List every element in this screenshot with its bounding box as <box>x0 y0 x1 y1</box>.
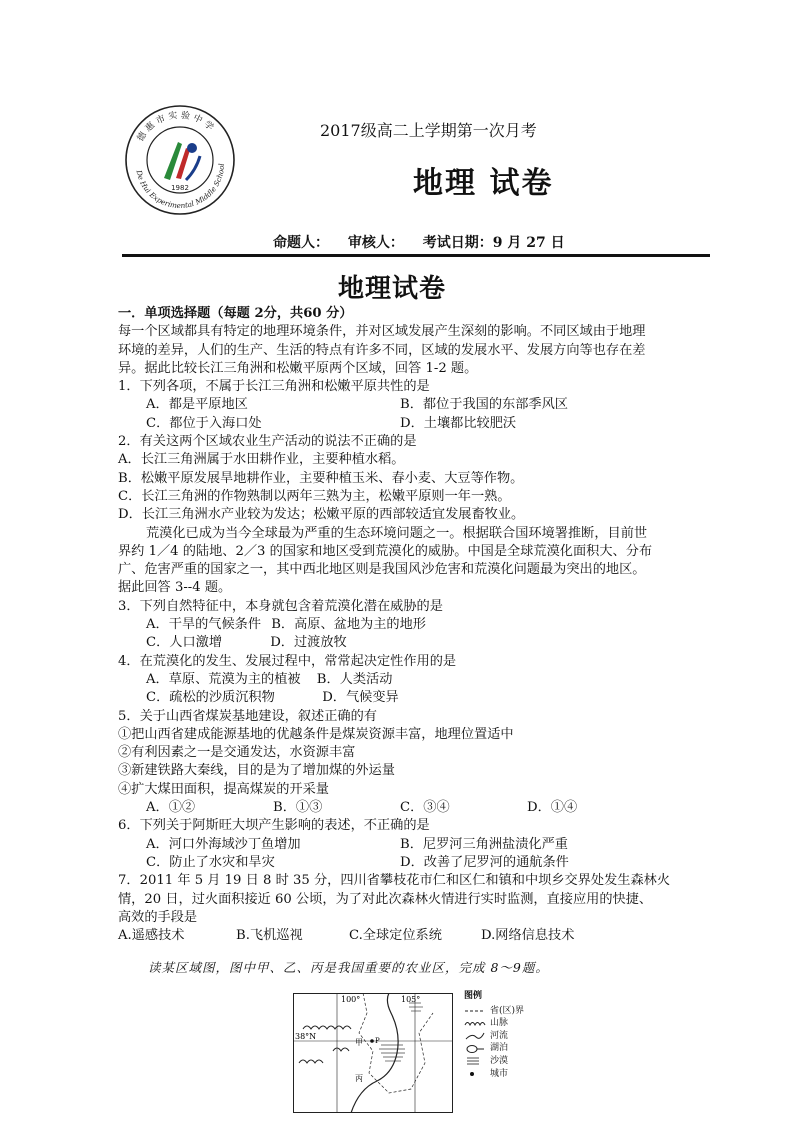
q7-option-b: B.飞机巡视 <box>236 928 303 944</box>
passage2-line: 广、危害严重的国家之一，其中西北地区则是我国风沙危害和荒漠化问题最为突出的地区。 <box>118 562 646 578</box>
passage2-line: 界约 1／4 的陆地、2／3 的国家和地区受到荒漠化的威胁。中国是全球荒漠化面积大、分布 <box>118 543 653 559</box>
q5-option-b: B．①③ <box>273 800 323 816</box>
passage2-line: 据此回答 3--4 题。 <box>118 580 232 596</box>
region-label-jia: 甲 <box>355 1038 363 1047</box>
q7-option-c: C.全球定位系统 <box>349 928 442 944</box>
q2-stem: 2．有关这两个区域农业生产活动的说法不正确的是 <box>118 434 417 450</box>
q6-option-d: D．改善了尼罗河的通航条件 <box>400 854 569 870</box>
q2-option-a: A．长江三角洲属于水田耕作业，主要种植水稻。 <box>118 452 405 468</box>
svg-text:德惠市实验中学 <box>134 109 218 144</box>
q4-options-row <box>118 689 688 707</box>
map-legend <box>464 990 524 1080</box>
section-heading: 一．单项选择题（每题 2分，共60 分） <box>118 306 353 321</box>
seal-english: De Hui Experimental Middle School <box>134 163 227 211</box>
q3-options-row <box>118 634 688 652</box>
passage2-line: 荒漠化已成为当今全球最为严重的生态环境问题之一。根据联合国环境署推断，目前世 <box>146 525 648 541</box>
q1-option-c: C．都位于入海口处 <box>146 415 262 431</box>
city-label-p: P <box>375 1037 380 1045</box>
legend-lake-label: 湖泊 <box>490 1043 509 1054</box>
q7-option-d: D.网络信息技术 <box>481 928 575 944</box>
q1-option-b: B．都位于我国的东部季风区 <box>400 397 568 413</box>
q4-option-d: D．气候变异 <box>322 690 399 706</box>
q6-option-a: A．河口外海域沙丁鱼增加 <box>146 836 301 852</box>
q7-stem: 高效的手段是 <box>118 909 198 925</box>
mountain-icon <box>464 1018 486 1028</box>
exam-date: 考试日期：9 月 27 日 <box>422 235 565 251</box>
city-p-icon <box>370 1039 374 1043</box>
q5-options-row <box>118 799 688 817</box>
passage1-line: 异。据此比较长江三角洲和松嫩平原两个区域，回答 1-2 题。 <box>118 360 478 376</box>
q8-intro: 读某区域图，图中甲、乙、丙是我国重要的农业区，完成 8～9题。 <box>148 960 549 975</box>
q4-option-c: C．疏松的沙质沉积物 <box>146 690 275 706</box>
reviewer-label: 审核人： <box>347 235 404 251</box>
school-logo <box>124 104 236 216</box>
q6-option-b: B．尼罗河三角洲盐渍化严重 <box>400 836 568 852</box>
legend-desert <box>464 1055 524 1068</box>
legend-border <box>464 1005 524 1018</box>
q3-options-row <box>118 616 688 634</box>
q5-option-a: A．①② <box>146 800 196 816</box>
legend-lake <box>464 1042 524 1055</box>
passage1-line: 环境的差异，人们的生产、生活的特点有许多不同，区域的发展水平、发展方向等也存在差 <box>118 342 646 358</box>
q3-option-d: D．过渡放牧 <box>270 635 347 651</box>
q4-option-b: B．人类活动 <box>316 671 393 687</box>
passage1-line: 每一个区域都具有特定的地理环境条件，并对区域发展产生深刻的影响。不同区域由于地理 <box>118 324 646 340</box>
q6-options-row <box>118 836 688 854</box>
q5-statement-2: ②有利因素之一是交通发达，水资源丰富 <box>118 745 356 761</box>
q7-stem: 7．2011 年 5 月 19 日 8 时 35 分，四川省攀枝花市仁和区仁和镇和中坝乡交界处发生森林火 <box>118 873 671 889</box>
exam-title: 2017级高二上学期第一次月考 <box>320 121 537 140</box>
q1-option-d: D．土壤都比较肥沃 <box>400 415 517 431</box>
legend-river-label: 河流 <box>490 1030 509 1041</box>
q4-stem: 4．在荒漠化的发生、发展过程中，常常起决定性作用的是 <box>118 653 457 669</box>
lon-label-100: 100° <box>341 995 361 1004</box>
legend-desert-label: 沙漠 <box>490 1055 509 1066</box>
lon-label-105: 105° <box>401 995 421 1004</box>
q2-option-b: B．松嫩平原发展旱地耕作业，主要种植玉米、春小麦、大豆等作物。 <box>118 470 524 486</box>
region-label-bing: 丙 <box>355 1074 363 1083</box>
q5-option-c: C．③④ <box>400 800 450 816</box>
q5-statement-3: ③新建铁路大秦线，目的是为了增加煤的外运量 <box>118 763 395 779</box>
subject-title: 地理 试卷 <box>413 166 554 201</box>
q2-option-c: C．长江三角洲的作物熟制以两年三熟为主，松嫩平原则一年一熟。 <box>118 488 511 504</box>
region-map <box>293 993 453 1113</box>
q5-option-d: D．①④ <box>527 800 578 816</box>
q5-statement-1: ①把山西省建成能源基地的优越条件是煤炭资源丰富，地理位置适中 <box>118 726 514 742</box>
q7-option-a: A.遥感技术 <box>118 928 185 944</box>
q1-option-a: A．都是平原地区 <box>146 397 248 413</box>
proposer-label: 命题人： <box>273 235 329 251</box>
border-icon <box>464 1006 486 1016</box>
legend-city <box>464 1068 524 1081</box>
paper-title: 地理试卷 <box>338 274 447 304</box>
q4-option-a: A．草原、荒漠为主的植被 <box>146 671 301 687</box>
q1-options-row <box>118 396 688 414</box>
legend-mountain <box>464 1017 524 1030</box>
seal-emblem-blue-icon <box>187 143 197 153</box>
q3-stem: 3．下列自然特征中，本身就包含着荒漠化潜在威胁的是 <box>118 598 443 614</box>
seal-year: 1982 <box>171 184 189 192</box>
q6-options-row <box>118 854 688 872</box>
question-content <box>118 305 688 945</box>
lat-label: 38°N <box>295 1032 317 1041</box>
q7-options-row <box>118 927 688 945</box>
q3-option-a: A．干旱的气候条件 <box>146 617 262 633</box>
q5-stem: 5．关于山西省煤炭基地建设，叙述正确的有 <box>118 708 377 724</box>
q2-option-d: D．长江三角洲水产业较为发达；松嫩平原的西部较适宜发展畜牧业。 <box>118 507 525 523</box>
legend-title: 图例 <box>464 991 483 1001</box>
legend-city-label: 城市 <box>490 1068 509 1079</box>
q1-options-row <box>118 415 688 433</box>
seal-text: 德惠市实验中学 <box>135 110 218 144</box>
q7-stem: 情，20 日，过火面积接近 60 公顷，为了对此次森林火情进行实时监测，直接应用的快捷、 <box>118 891 653 907</box>
legend-river <box>464 1030 524 1043</box>
header-divider <box>122 254 710 257</box>
q6-stem: 6．下列关于阿斯旺大坝产生影响的表述，不正确的是 <box>118 818 430 834</box>
q5-statement-4: ④扩大煤田面积，提高煤炭的开采量 <box>118 781 329 797</box>
exam-meta <box>273 232 579 252</box>
q6-option-c: C．防止了水灾和旱灾 <box>146 854 275 870</box>
river-legend-icon <box>464 1031 486 1041</box>
lake-icon <box>464 1044 486 1054</box>
city-icon <box>464 1069 486 1079</box>
legend-border-label: 省(区)界 <box>490 1005 525 1016</box>
q1-stem: 1．下列各项，不属于长江三角洲和松嫩平原共性的是 <box>118 379 430 395</box>
q4-options-row <box>118 671 688 689</box>
q3-option-b: B．高原、盆地为主的地形 <box>271 617 426 633</box>
q3-option-c: C．人口激增 <box>146 635 223 651</box>
desert-legend-icon <box>464 1056 486 1066</box>
legend-mountain-label: 山脉 <box>490 1018 509 1029</box>
